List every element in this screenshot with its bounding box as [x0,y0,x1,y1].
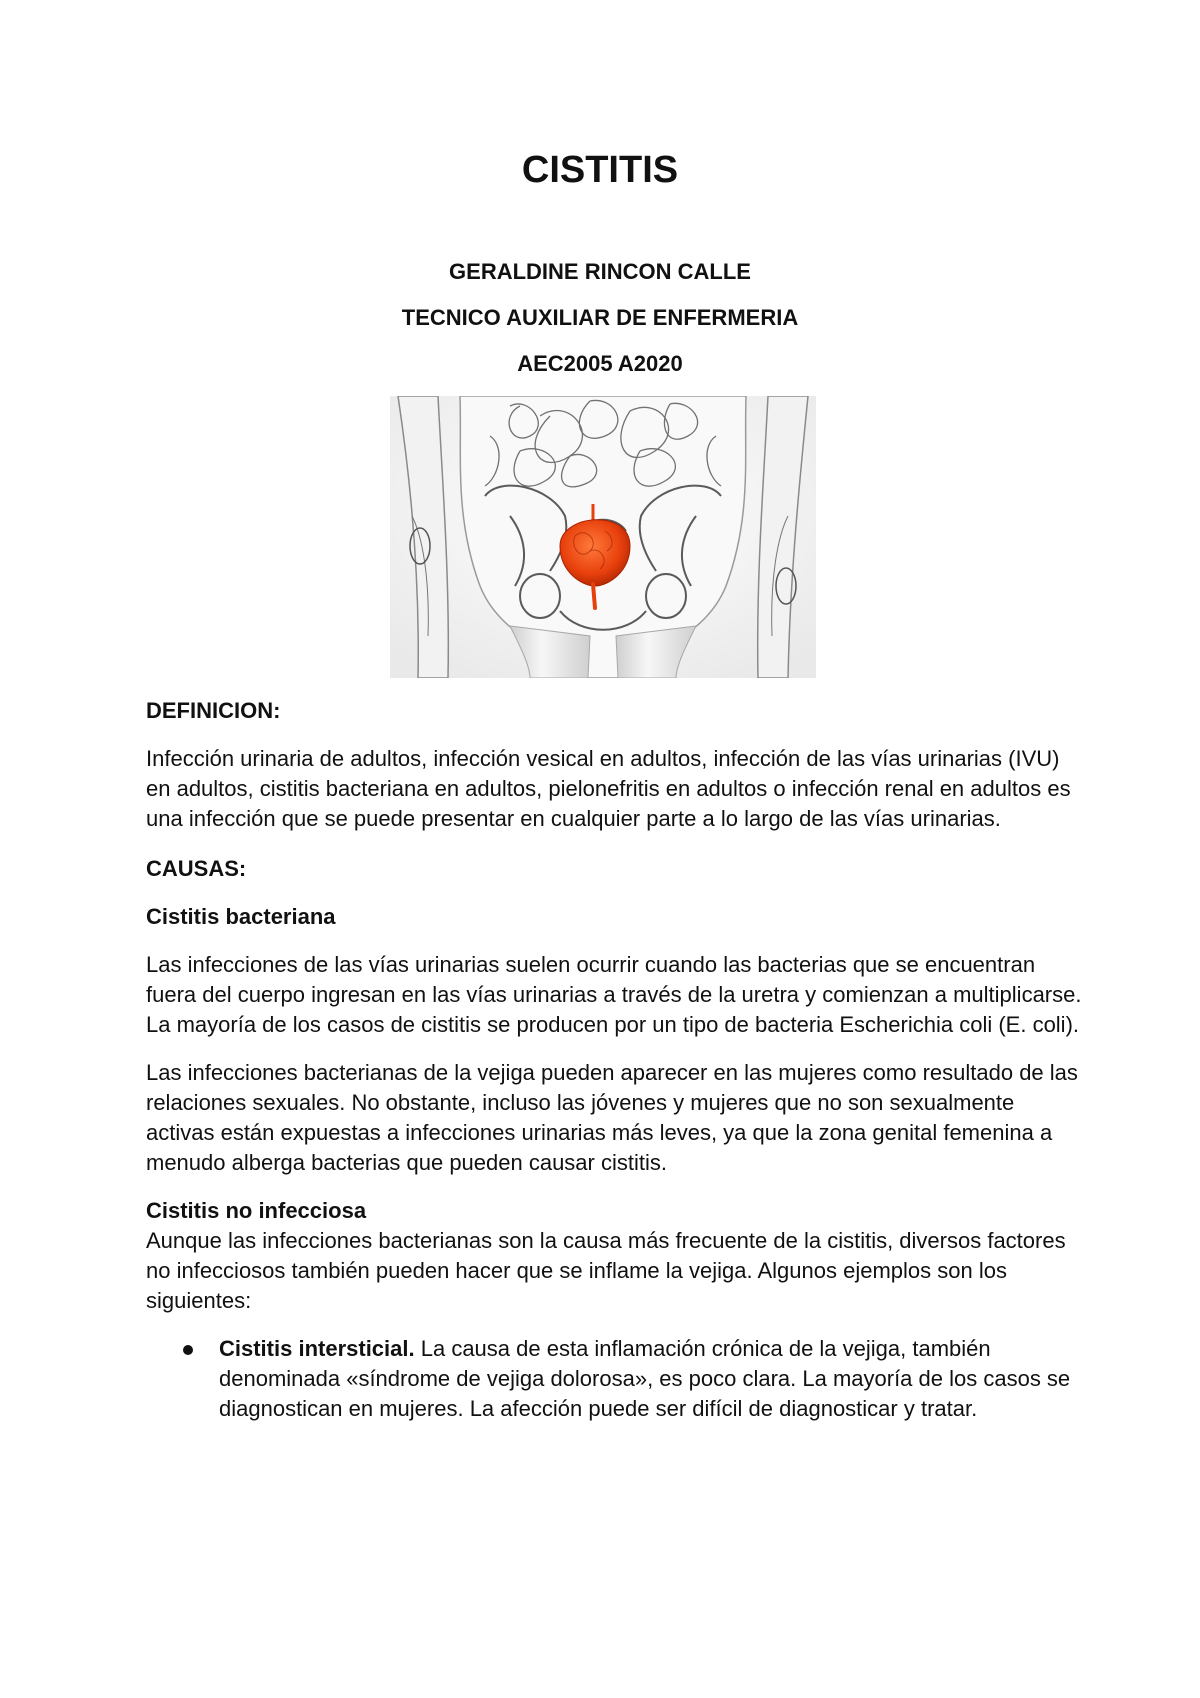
bullet-icon [183,1345,193,1355]
definicion-heading: DEFINICION: [146,698,281,723]
list-item-text: La causa de esta inflamación crónica de la vejiga, también denominada «síndrome de vejiga dolorosa», es poco clara. La mayoría de los casos se diagnostican en mujeres. La afección puede ser difícil de diagnosticar y tratar. [219,1336,1071,1421]
no-infecciosa-subheading: Cistitis no infecciosa [146,1198,367,1223]
bacteriana-paragraph-2: Las infecciones bacterianas de la vejiga pueden aparecer en las mujeres como resultado de las relaciones sexuales. No obstante, incluso las jóvenes y mujeres que no son sexualmente activas están expuestas a infecciones urinarias más leves, ya que la zona genital femenina a menudo alberga bacterias que pueden causar cistitis. [146,1060,1078,1175]
document-body [146,696,1086,1424]
document-title: CISTITIS [521,149,679,191]
bacteriana-paragraph-1: Las infecciones de las vías urinarias suelen ocurrir cuando las bacterias que se encuentran fuera del cuerpo ingresan en las vías urinarias a través de la uretra y comienzan a multiplicarse. La mayoría de los casos de cistitis se producen por un tipo de bacteria Escherichia coli (E. coli). [146,952,1082,1037]
bacteriana-subheading: Cistitis bacteriana [146,904,336,929]
no-infecciosa-list [146,1334,1086,1424]
no-infecciosa-intro: Aunque las infecciones bacterianas son la causa más frecuente de la cistitis, diversos factores no infecciosos también pueden hacer que se inflame la vejiga. Algunos ejemplos son los siguientes: [146,1228,1066,1313]
program-name: TECNICO AUXILIAR DE ENFERMERIA [401,305,799,330]
definicion-text: Infección urinaria de adultos, infección vesical en adultos, infección de las vías urinarias (IVU) en adultos, cistitis bacteriana en adultos, pielonefritis en adultos o infección renal en adultos es una infección que se puede presentar en cualquier parte a lo largo de las vías urinarias. [146,746,1071,831]
author-name: GERALDINE RINCON CALLE [449,259,751,284]
bladder-anatomy-icon [390,396,816,678]
course-code: AEC2005 A2020 [517,351,683,376]
list-item-term: Cistitis intersticial. [219,1336,415,1361]
list-item [146,1334,1086,1424]
causas-heading: CAUSAS: [146,856,247,881]
